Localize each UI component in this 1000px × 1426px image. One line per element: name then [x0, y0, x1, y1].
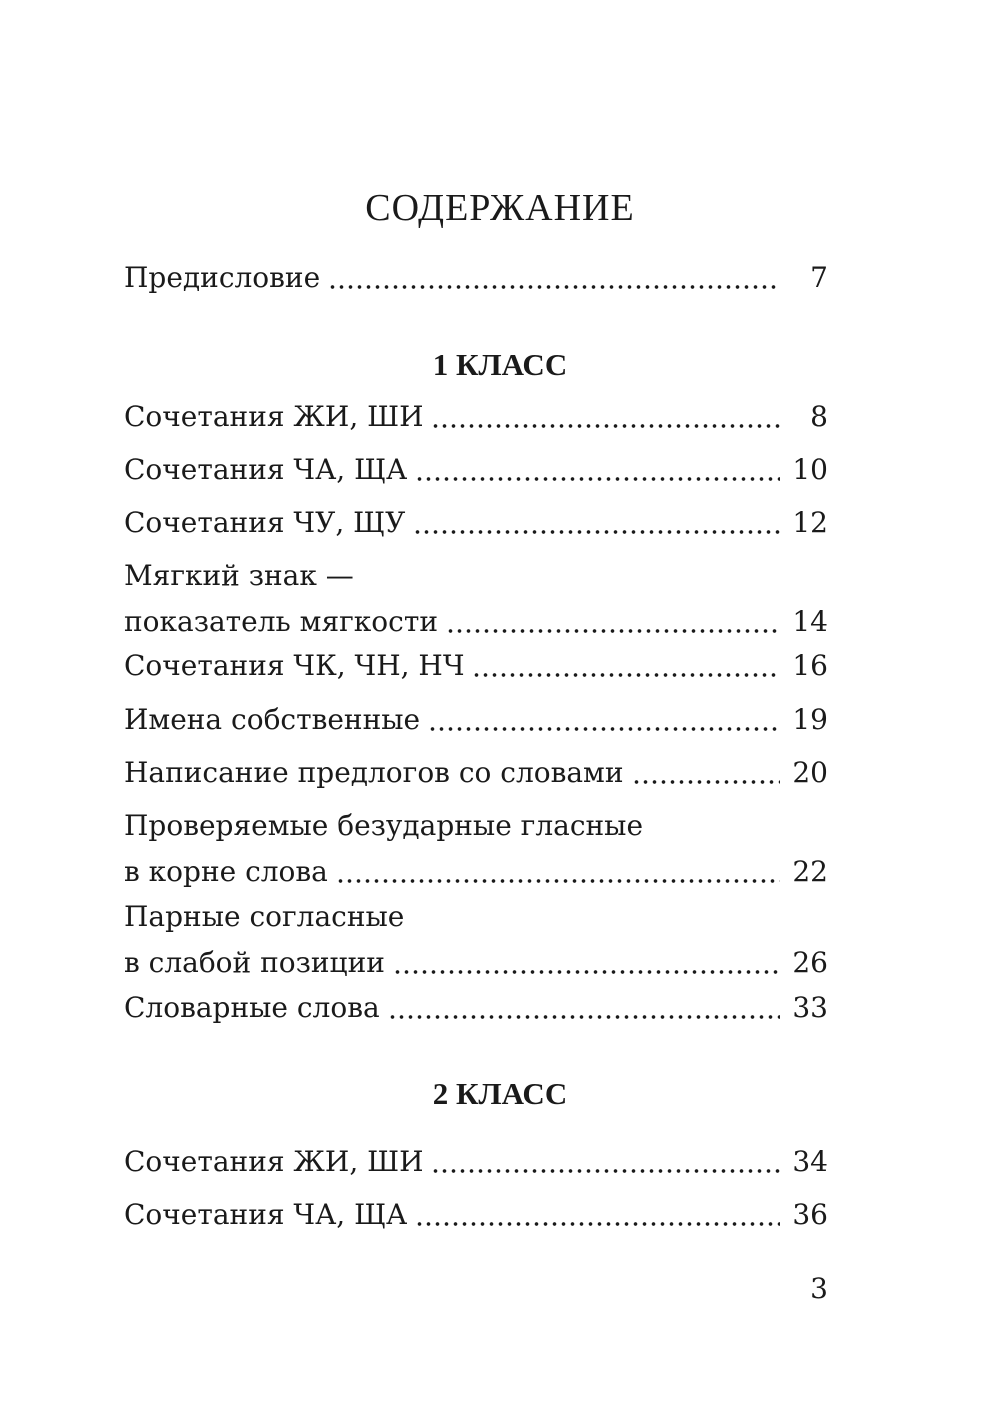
toc-entry-title: Словарные слова	[124, 991, 380, 1024]
toc-entry-line	[124, 599, 828, 645]
dot-leader	[336, 855, 780, 885]
toc-entry	[124, 447, 828, 493]
toc-entry-line	[124, 1139, 828, 1185]
dot-leader	[393, 946, 780, 976]
toc-entry-line	[124, 985, 828, 1031]
toc-page-number: 10	[792, 453, 828, 486]
dot-leader	[388, 991, 780, 1021]
toc-page-number: 20	[792, 756, 828, 789]
toc-entry-preface	[124, 255, 828, 301]
toc-entry	[124, 643, 828, 689]
toc-entry	[124, 894, 828, 986]
toc-entry-title-continued: в корне слова	[124, 855, 328, 888]
toc-entry-line	[124, 643, 828, 689]
toc-entry	[124, 750, 828, 796]
toc-entry-title: Проверяемые безударные гласные	[124, 809, 644, 842]
toc-entry	[124, 803, 828, 895]
dot-leader	[431, 400, 780, 430]
toc-entry-line	[124, 697, 828, 743]
dot-leader	[472, 649, 780, 679]
toc-entry-title: Сочетания ЧК, ЧН, НЧ	[124, 649, 465, 682]
dot-leader	[415, 1198, 780, 1228]
toc-entry-line	[124, 553, 828, 599]
toc-entry-title-continued: показатель мягкости	[124, 605, 438, 638]
toc-entry-title: Парные согласные	[124, 900, 405, 933]
toc-entry	[124, 553, 828, 645]
toc-entry-title: Сочетания ЖИ, ШИ	[124, 1145, 424, 1178]
toc-page-number: 12	[792, 506, 828, 539]
toc-page-number: 16	[792, 649, 828, 682]
toc-page-number: 26	[792, 946, 828, 979]
dot-leader	[431, 1145, 780, 1175]
toc-page-number: 36	[792, 1198, 828, 1231]
toc-entry-title: Сочетания ЧУ, ЩУ	[124, 506, 406, 539]
toc-page-number: 8	[810, 400, 828, 433]
toc-entry-title: Имена собственные	[124, 703, 421, 736]
toc-entry-line	[124, 803, 828, 849]
toc-entry-title: Сочетания ЧА, ЩА	[124, 453, 408, 486]
toc-entry-title: Сочетания ЖИ, ШИ	[124, 400, 424, 433]
dot-leader	[328, 261, 780, 291]
dot-leader	[415, 453, 780, 483]
toc-entry-line	[124, 1192, 828, 1238]
toc-entry-title-continued: в слабой позиции	[124, 946, 385, 979]
section-heading-grade-2: 2 КЛАСС	[432, 1076, 568, 1111]
toc-entry-title: Сочетания ЧА, ЩА	[124, 1198, 408, 1231]
section-heading-grade-1: 1 КЛАСС	[432, 347, 568, 382]
toc-entry-title: Предисловие	[124, 261, 321, 294]
toc-entry	[124, 1192, 828, 1238]
page-folio-number: 3	[810, 1272, 828, 1305]
toc-entry-line	[124, 894, 828, 940]
toc-page-number: 19	[792, 703, 828, 736]
toc-entry	[124, 394, 828, 440]
toc-page-number: 14	[792, 605, 828, 638]
toc-entry	[124, 985, 828, 1031]
toc-entry-title: Написание предлогов со словами	[124, 756, 624, 789]
toc-entry-line	[124, 394, 828, 440]
toc-entry	[124, 1139, 828, 1185]
toc-entry-title: Мягкий знак —	[124, 559, 354, 592]
toc-entry-line	[124, 255, 828, 301]
toc-entry-line	[124, 447, 828, 493]
toc-page-number: 34	[792, 1145, 828, 1178]
dot-leader	[632, 756, 780, 786]
toc-page-number: 22	[792, 855, 828, 888]
dot-leader	[446, 605, 780, 635]
toc-entry-line	[124, 849, 828, 895]
toc-page-number: 33	[792, 991, 828, 1024]
toc-entry	[124, 697, 828, 743]
page-title: СОДЕРЖАНИЕ	[365, 187, 635, 229]
dot-leader	[413, 506, 780, 536]
dot-leader	[428, 703, 780, 733]
toc-entry	[124, 500, 828, 546]
toc-entry-line	[124, 940, 828, 986]
toc-entry-line	[124, 750, 828, 796]
toc-page-number: 7	[810, 261, 828, 294]
toc-entry-line	[124, 500, 828, 546]
